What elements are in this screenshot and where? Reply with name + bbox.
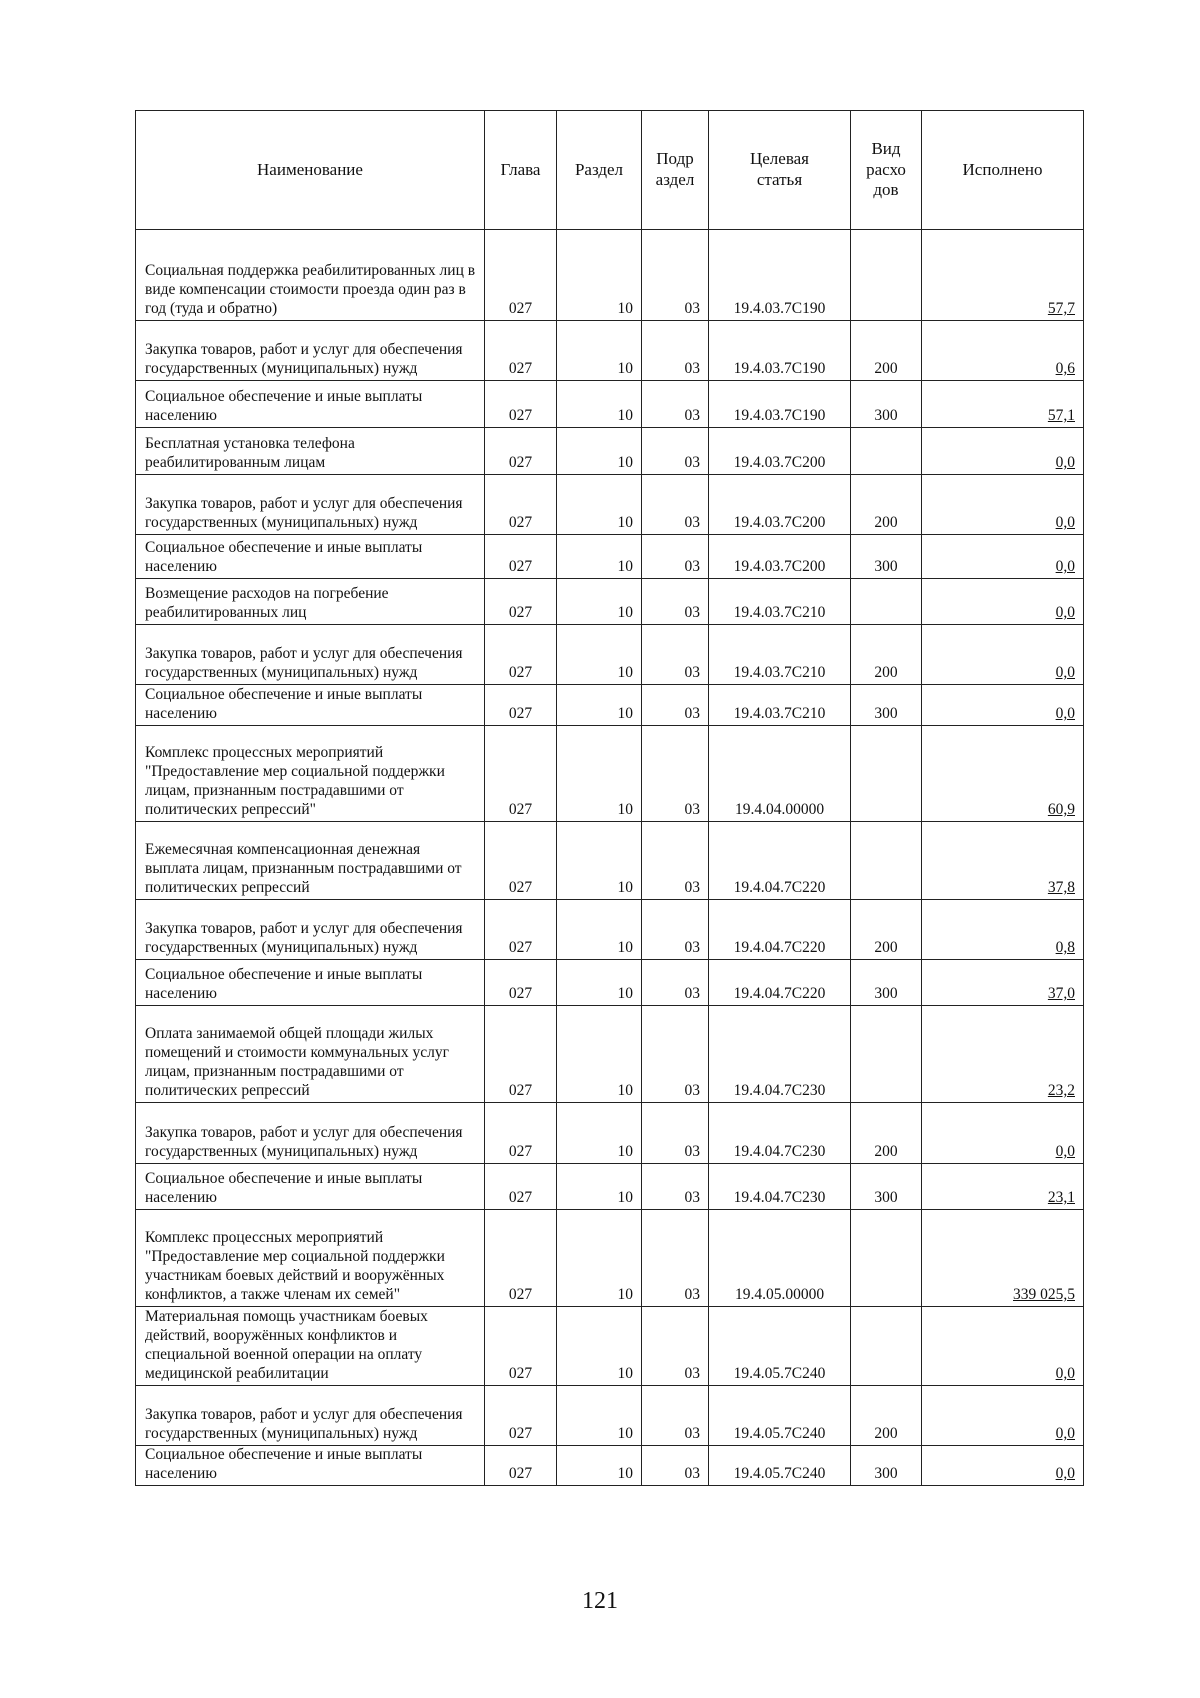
cell-subsection: 03 (642, 900, 709, 960)
table-row (136, 625, 1084, 685)
cell-expense-type (851, 726, 922, 822)
cell-expense-type: 300 (851, 535, 922, 579)
cell-expense-type: 200 (851, 625, 922, 685)
cell-section: 10 (557, 625, 642, 685)
cell-name: Закупка товаров, работ и услуг для обеспечения государственных (муниципальных) нужд (136, 321, 485, 381)
cell-subsection: 03 (642, 1386, 709, 1446)
cell-section: 10 (557, 1210, 642, 1307)
header-subsection: Подр аздел (642, 111, 709, 230)
cell-executed: 0,0 (922, 685, 1084, 726)
cell-chapter: 027 (485, 475, 557, 535)
cell-chapter: 027 (485, 625, 557, 685)
cell-executed: 0,0 (922, 1386, 1084, 1446)
cell-subsection: 03 (642, 1210, 709, 1307)
cell-section: 10 (557, 1164, 642, 1210)
cell-target: 19.4.05.00000 (709, 1210, 851, 1307)
cell-executed: 0,0 (922, 1103, 1084, 1164)
cell-executed: 0,0 (922, 1446, 1084, 1486)
cell-target: 19.4.03.7С210 (709, 579, 851, 625)
cell-name: Ежемесячная компенсационная денежная выплата лицам, признанным пострадавшими от политических репрессий (136, 822, 485, 900)
cell-expense-type: 200 (851, 1386, 922, 1446)
cell-chapter: 027 (485, 822, 557, 900)
cell-subsection: 03 (642, 381, 709, 428)
cell-expense-type (851, 428, 922, 475)
cell-section: 10 (557, 428, 642, 475)
cell-section: 10 (557, 579, 642, 625)
cell-subsection: 03 (642, 625, 709, 685)
table-row (136, 1446, 1084, 1486)
cell-chapter: 027 (485, 900, 557, 960)
table-row (136, 230, 1084, 321)
cell-section: 10 (557, 475, 642, 535)
cell-chapter: 027 (485, 1210, 557, 1307)
cell-expense-type: 300 (851, 1164, 922, 1210)
cell-subsection: 03 (642, 726, 709, 822)
cell-section: 10 (557, 822, 642, 900)
header-section: Раздел (557, 111, 642, 230)
cell-expense-type: 200 (851, 321, 922, 381)
cell-section: 10 (557, 960, 642, 1006)
cell-target: 19.4.03.7С190 (709, 321, 851, 381)
cell-name: Социальное обеспечение и иные выплаты населению (136, 535, 485, 579)
header-expense-type: Вид расхо дов (851, 111, 922, 230)
cell-executed: 0,0 (922, 579, 1084, 625)
cell-section: 10 (557, 685, 642, 726)
cell-expense-type (851, 579, 922, 625)
cell-executed: 0,0 (922, 1307, 1084, 1386)
table-header-row (136, 111, 1084, 230)
table-row (136, 900, 1084, 960)
cell-subsection: 03 (642, 321, 709, 381)
cell-subsection: 03 (642, 1006, 709, 1103)
cell-target: 19.4.03.7С200 (709, 535, 851, 579)
cell-executed: 0,0 (922, 625, 1084, 685)
cell-target: 19.4.03.7С190 (709, 230, 851, 321)
table-row (136, 321, 1084, 381)
cell-name: Закупка товаров, работ и услуг для обеспечения государственных (муниципальных) нужд (136, 475, 485, 535)
cell-subsection: 03 (642, 822, 709, 900)
cell-executed: 0,8 (922, 900, 1084, 960)
cell-chapter: 027 (485, 1006, 557, 1103)
table-row (136, 428, 1084, 475)
cell-executed: 57,7 (922, 230, 1084, 321)
cell-expense-type (851, 1210, 922, 1307)
cell-section: 10 (557, 1103, 642, 1164)
cell-section: 10 (557, 1307, 642, 1386)
cell-target: 19.4.05.7С240 (709, 1446, 851, 1486)
table-row (136, 1006, 1084, 1103)
cell-target: 19.4.03.7С200 (709, 428, 851, 475)
header-name: Наименование (136, 111, 485, 230)
cell-executed: 0,0 (922, 428, 1084, 475)
cell-executed: 339 025,5 (922, 1210, 1084, 1307)
cell-expense-type (851, 822, 922, 900)
cell-expense-type: 200 (851, 475, 922, 535)
cell-chapter: 027 (485, 381, 557, 428)
header-chapter: Глава (485, 111, 557, 230)
cell-target: 19.4.04.7С220 (709, 822, 851, 900)
table-row (136, 1210, 1084, 1307)
cell-target: 19.4.03.7С190 (709, 381, 851, 428)
cell-target: 19.4.04.7С230 (709, 1164, 851, 1210)
cell-subsection: 03 (642, 1164, 709, 1210)
cell-name: Закупка товаров, работ и услуг для обеспечения государственных (муниципальных) нужд (136, 1103, 485, 1164)
table-row (136, 381, 1084, 428)
cell-expense-type: 200 (851, 1103, 922, 1164)
cell-section: 10 (557, 900, 642, 960)
cell-target: 19.4.03.7С210 (709, 685, 851, 726)
table-row (136, 579, 1084, 625)
cell-section: 10 (557, 1006, 642, 1103)
cell-subsection: 03 (642, 1307, 709, 1386)
cell-section: 10 (557, 1446, 642, 1486)
cell-executed: 0,0 (922, 535, 1084, 579)
table-row (136, 1103, 1084, 1164)
cell-expense-type (851, 1006, 922, 1103)
cell-subsection: 03 (642, 1103, 709, 1164)
cell-name: Возмещение расходов на погребение реабилитированных лиц (136, 579, 485, 625)
cell-name: Материальная помощь участникам боевых действий, вооружённых конфликтов и специальной военной операции на оплату медицинской реабилитации (136, 1307, 485, 1386)
cell-chapter: 027 (485, 535, 557, 579)
cell-expense-type (851, 1307, 922, 1386)
cell-executed: 0,6 (922, 321, 1084, 381)
cell-subsection: 03 (642, 685, 709, 726)
cell-expense-type: 300 (851, 685, 922, 726)
cell-executed: 23,2 (922, 1006, 1084, 1103)
cell-subsection: 03 (642, 230, 709, 321)
cell-executed: 23,1 (922, 1164, 1084, 1210)
cell-name: Социальное обеспечение и иные выплаты населению (136, 381, 485, 428)
cell-executed: 0,0 (922, 475, 1084, 535)
cell-name: Закупка товаров, работ и услуг для обеспечения государственных (муниципальных) нужд (136, 625, 485, 685)
cell-target: 19.4.05.7С240 (709, 1386, 851, 1446)
cell-target: 19.4.03.7С200 (709, 475, 851, 535)
cell-target: 19.4.04.7С230 (709, 1103, 851, 1164)
cell-name: Закупка товаров, работ и услуг для обеспечения государственных (муниципальных) нужд (136, 1386, 485, 1446)
cell-chapter: 027 (485, 230, 557, 321)
table-row (136, 960, 1084, 1006)
cell-chapter: 027 (485, 960, 557, 1006)
cell-target: 19.4.04.7С220 (709, 960, 851, 1006)
table-row (136, 1164, 1084, 1210)
cell-name: Закупка товаров, работ и услуг для обеспечения государственных (муниципальных) нужд (136, 900, 485, 960)
cell-name: Социальное обеспечение и иные выплаты населению (136, 1164, 485, 1210)
budget-execution-table (135, 110, 1084, 1486)
cell-subsection: 03 (642, 1446, 709, 1486)
cell-name: Социальная поддержка реабилитированных лиц в виде компенсации стоимости проезда один раз в год (туда и обратно) (136, 230, 485, 321)
cell-chapter: 027 (485, 1103, 557, 1164)
cell-executed: 57,1 (922, 381, 1084, 428)
cell-chapter: 027 (485, 1446, 557, 1486)
cell-name: Оплата занимаемой общей площади жилых помещений и стоимости коммунальных услуг лицам, признанным пострадавшими от политических репрессий (136, 1006, 485, 1103)
cell-chapter: 027 (485, 579, 557, 625)
cell-chapter: 027 (485, 1164, 557, 1210)
cell-target: 19.4.04.7С230 (709, 1006, 851, 1103)
cell-subsection: 03 (642, 960, 709, 1006)
cell-expense-type: 300 (851, 381, 922, 428)
cell-executed: 37,0 (922, 960, 1084, 1006)
header-executed: Исполнено (922, 111, 1084, 230)
cell-name: Социальное обеспечение и иные выплаты населению (136, 1446, 485, 1486)
cell-section: 10 (557, 1386, 642, 1446)
cell-name: Бесплатная установка телефона реабилитированным лицам (136, 428, 485, 475)
cell-chapter: 027 (485, 1386, 557, 1446)
cell-name: Комплекс процессных мероприятий "Предоставление мер социальной поддержки лицам, признанным пострадавшими от политических репрессий" (136, 726, 485, 822)
table-row (136, 822, 1084, 900)
cell-chapter: 027 (485, 321, 557, 381)
header-target: Целевая статья (709, 111, 851, 230)
table-row (136, 1307, 1084, 1386)
cell-expense-type: 300 (851, 960, 922, 1006)
cell-subsection: 03 (642, 579, 709, 625)
cell-executed: 37,8 (922, 822, 1084, 900)
cell-chapter: 027 (485, 1307, 557, 1386)
cell-expense-type: 200 (851, 900, 922, 960)
cell-name: Комплекс процессных мероприятий "Предоставление мер социальной поддержки участникам боевых действий и вооружённых конфликтов, а также членам их семей" (136, 1210, 485, 1307)
cell-section: 10 (557, 535, 642, 579)
budget-table-container (135, 110, 1083, 1486)
table-row (136, 1386, 1084, 1446)
cell-subsection: 03 (642, 535, 709, 579)
cell-expense-type: 300 (851, 1446, 922, 1486)
page-number: 121 (582, 1588, 618, 1614)
table-body (136, 230, 1084, 1486)
cell-name: Социальное обеспечение и иные выплаты населению (136, 685, 485, 726)
cell-subsection: 03 (642, 428, 709, 475)
cell-target: 19.4.05.7С240 (709, 1307, 851, 1386)
cell-executed: 60,9 (922, 726, 1084, 822)
cell-subsection: 03 (642, 475, 709, 535)
cell-chapter: 027 (485, 685, 557, 726)
table-row (136, 726, 1084, 822)
cell-chapter: 027 (485, 428, 557, 475)
table-row (136, 685, 1084, 726)
cell-section: 10 (557, 726, 642, 822)
cell-chapter: 027 (485, 726, 557, 822)
table-row (136, 535, 1084, 579)
cell-target: 19.4.04.7С220 (709, 900, 851, 960)
cell-section: 10 (557, 230, 642, 321)
table-row (136, 475, 1084, 535)
cell-name: Социальное обеспечение и иные выплаты населению (136, 960, 485, 1006)
cell-target: 19.4.03.7С210 (709, 625, 851, 685)
cell-expense-type (851, 230, 922, 321)
cell-section: 10 (557, 321, 642, 381)
cell-target: 19.4.04.00000 (709, 726, 851, 822)
cell-section: 10 (557, 381, 642, 428)
